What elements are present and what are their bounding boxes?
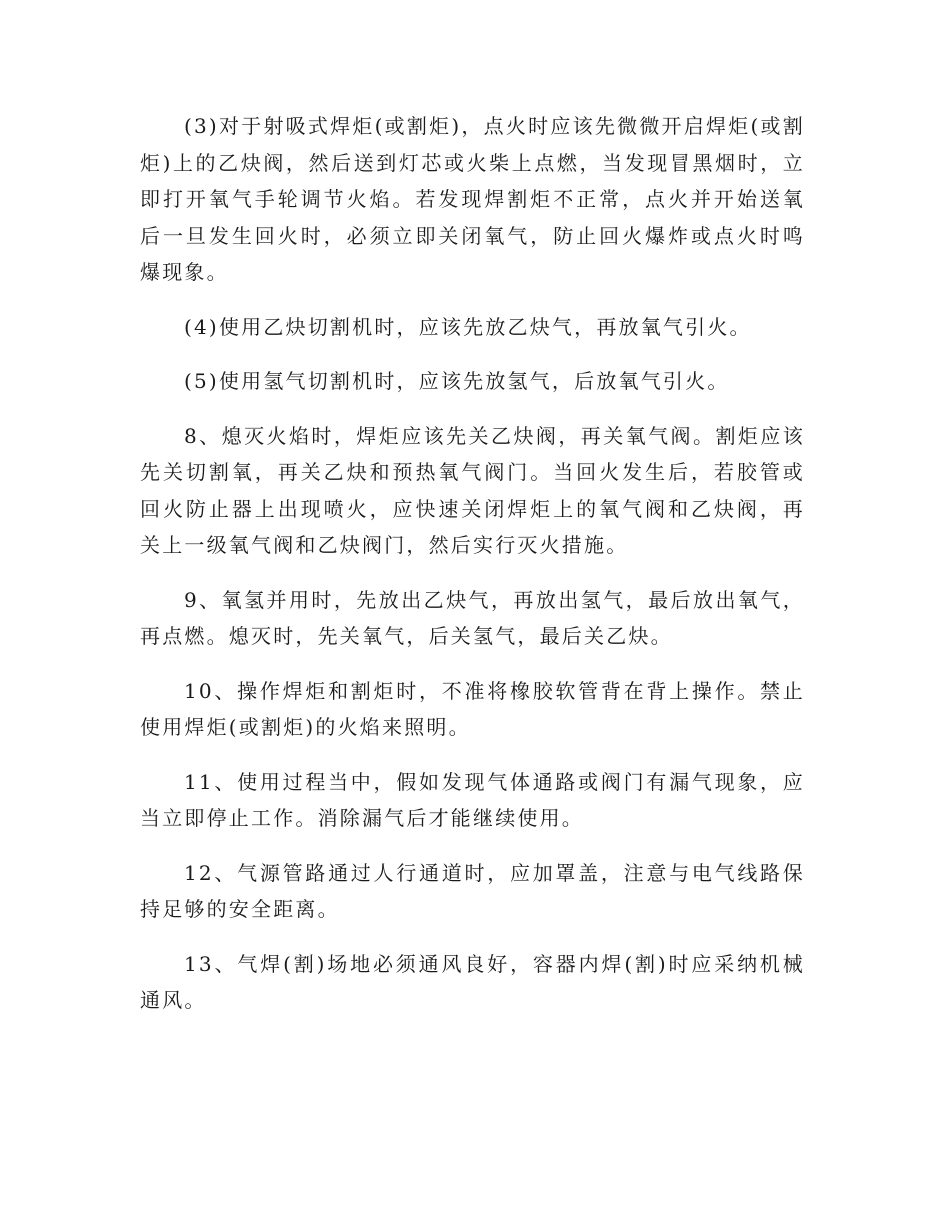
paragraph-4-sub: (4)使用乙炔切割机时，应该先放乙炔气，再放氧气引火。 (184, 314, 752, 339)
paragraph-5-sub: (5)使用氢气切割机时，应该先放氢气，后放氧气引火。 (184, 369, 730, 393)
paragraph-13: 13、气焊(割)场地必须通风良好，容器内焊(割)时应采纳机械通风。 (140, 951, 805, 1012)
paragraph-12: 12、气源管路通过人行通道时，应加罩盖，注意与电气线路保持足够的安全距离。 (140, 860, 805, 921)
paragraph-3-sub: (3)对于射吸式焊炬(或割炬)，点火时应该先微微开启焊炬(或割炬)上的乙炔阀，然后送到灯芯或火柴上点燃，当发现冒黑烟时，立即打开氧气手轮调节火焰。若发现焊割炬不正常，点火并开始送氧后一旦发生回火时，必须立即关闭氧气，防止回火爆炸或点火时鸣爆现象。 (140, 114, 805, 284)
paragraph-9: 9、氧氢并用时，先放出乙炔气，再放出氢气，最后放出氧气，再点燃。熄灭时，先关氧气，后关氢气，最后关乙炔。 (140, 587, 805, 648)
paragraph-11: 11、使用过程当中，假如发现气体通路或阀门有漏气现象，应当立即停止工作。消除漏气后才能继续使用。 (140, 769, 805, 830)
paragraph-8: 8、熄灭火焰时，焊炬应该先关乙炔阀，再关氧气阀。割炬应该先关切割氧，再关乙炔和预热氧气阀门。当回火发生后，若胶管或回火防止器上出现喷火，应快速关闭焊炬上的氧气阀和乙炔阀，再关上一级氧气阀和乙炔阀门，然后实行灭火措施。 (140, 423, 805, 557)
paragraph-10: 10、操作焊炬和割炬时，不准将橡胶软管背在背上操作。禁止使用焊炬(或割炬)的火焰来照明。 (140, 678, 805, 739)
document-body (140, 108, 805, 1019)
